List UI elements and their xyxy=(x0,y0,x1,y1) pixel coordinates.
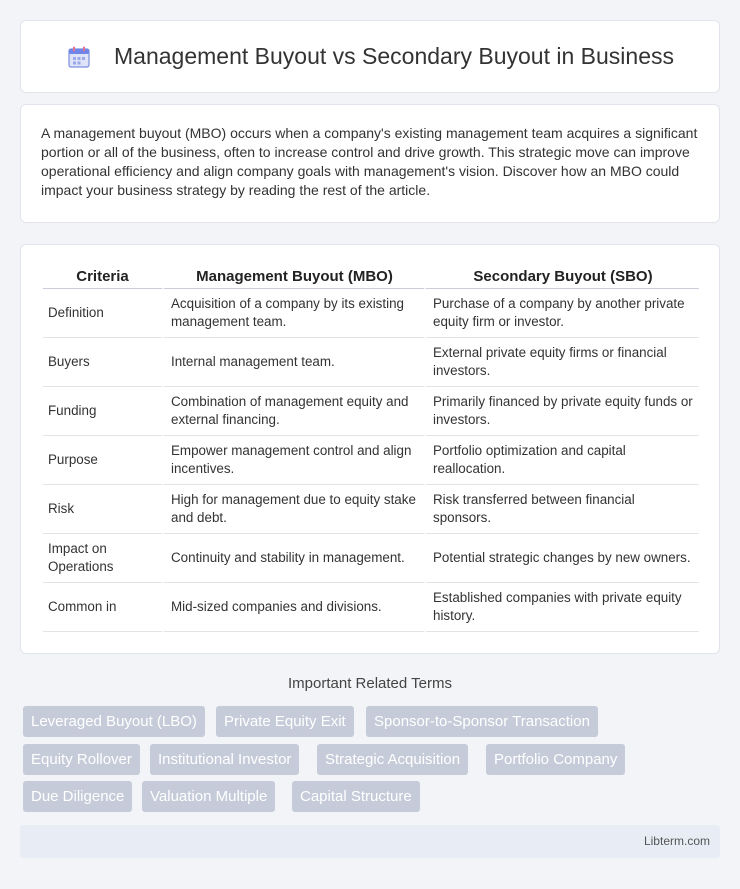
cell-criteria: Funding xyxy=(43,387,162,436)
related-tag[interactable]: Equity Rollover xyxy=(23,744,140,775)
cell-sbo: Portfolio optimization and capital reallocation. xyxy=(424,436,699,485)
cell-sbo: Purchase of a company by another private equity firm or investor. xyxy=(424,289,699,338)
table-header-row xyxy=(43,265,699,289)
cell-criteria: Common in xyxy=(43,583,162,632)
cell-criteria: Impact on Operations xyxy=(43,534,162,583)
page-title: Management Buyout vs Secondary Buyout in Business xyxy=(114,43,674,69)
table-row xyxy=(43,436,699,485)
cell-sbo: Potential strategic changes by new owners. xyxy=(424,534,699,583)
cell-mbo: Internal management team. xyxy=(162,338,424,387)
header-mbo: Management Buyout (MBO) xyxy=(162,265,424,289)
cell-mbo: Empower management control and align incentives. xyxy=(162,436,424,485)
cell-mbo: Continuity and stability in management. xyxy=(162,534,424,583)
cell-sbo: Risk transferred between financial sponsors. xyxy=(424,485,699,534)
intro-card xyxy=(20,104,720,223)
table-row xyxy=(43,338,699,387)
related-tag[interactable]: Capital Structure xyxy=(292,781,420,812)
related-tag[interactable]: Leveraged Buyout (LBO) xyxy=(23,706,205,737)
table-row xyxy=(43,485,699,534)
cell-criteria: Risk xyxy=(43,485,162,534)
calendar-icon xyxy=(66,44,92,70)
table-row xyxy=(43,387,699,436)
cell-mbo: Acquisition of a company by its existing management team. xyxy=(162,289,424,338)
cell-mbo: Mid-sized companies and divisions. xyxy=(162,583,424,632)
cell-criteria: Purpose xyxy=(43,436,162,485)
related-tag[interactable]: Institutional Investor xyxy=(150,744,299,775)
header-criteria: Criteria xyxy=(43,265,162,289)
related-tag[interactable]: Portfolio Company xyxy=(486,744,625,775)
cell-sbo: Established companies with private equity history. xyxy=(424,583,699,632)
cell-sbo: External private equity firms or financial investors. xyxy=(424,338,699,387)
related-terms-title: Important Related Terms xyxy=(288,675,452,692)
cell-mbo: High for management due to equity stake and debt. xyxy=(162,485,424,534)
table-row xyxy=(43,583,699,632)
table-row xyxy=(43,289,699,338)
related-tag[interactable]: Due Diligence xyxy=(23,781,132,812)
header-sbo: Secondary Buyout (SBO) xyxy=(424,265,699,289)
table-row xyxy=(43,534,699,583)
related-tag[interactable]: Private Equity Exit xyxy=(216,706,354,737)
comparison-card xyxy=(20,244,720,654)
footer-link[interactable]: Libterm.com xyxy=(643,834,710,848)
cell-criteria: Buyers xyxy=(43,338,162,387)
intro-text: A management buyout (MBO) occurs when a company's existing management team acquires a significant portion or all of the business, often to increase control and drive growth. This strategic move can improve operational efficiency and align company goals with management's vision. Discover how an MBO could impact your business strategy by reading the rest of the article. xyxy=(41,125,698,198)
cell-mbo: Combination of management equity and external financing. xyxy=(162,387,424,436)
cell-sbo: Primarily financed by private equity funds or investors. xyxy=(424,387,699,436)
cell-criteria: Definition xyxy=(43,289,162,338)
header-card xyxy=(20,20,720,93)
related-tag[interactable]: Sponsor-to-Sponsor Transaction xyxy=(366,706,598,737)
footer xyxy=(20,825,720,858)
comparison-table xyxy=(43,265,699,632)
related-tag[interactable]: Strategic Acquisition xyxy=(317,744,468,775)
related-tag[interactable]: Valuation Multiple xyxy=(142,781,275,812)
